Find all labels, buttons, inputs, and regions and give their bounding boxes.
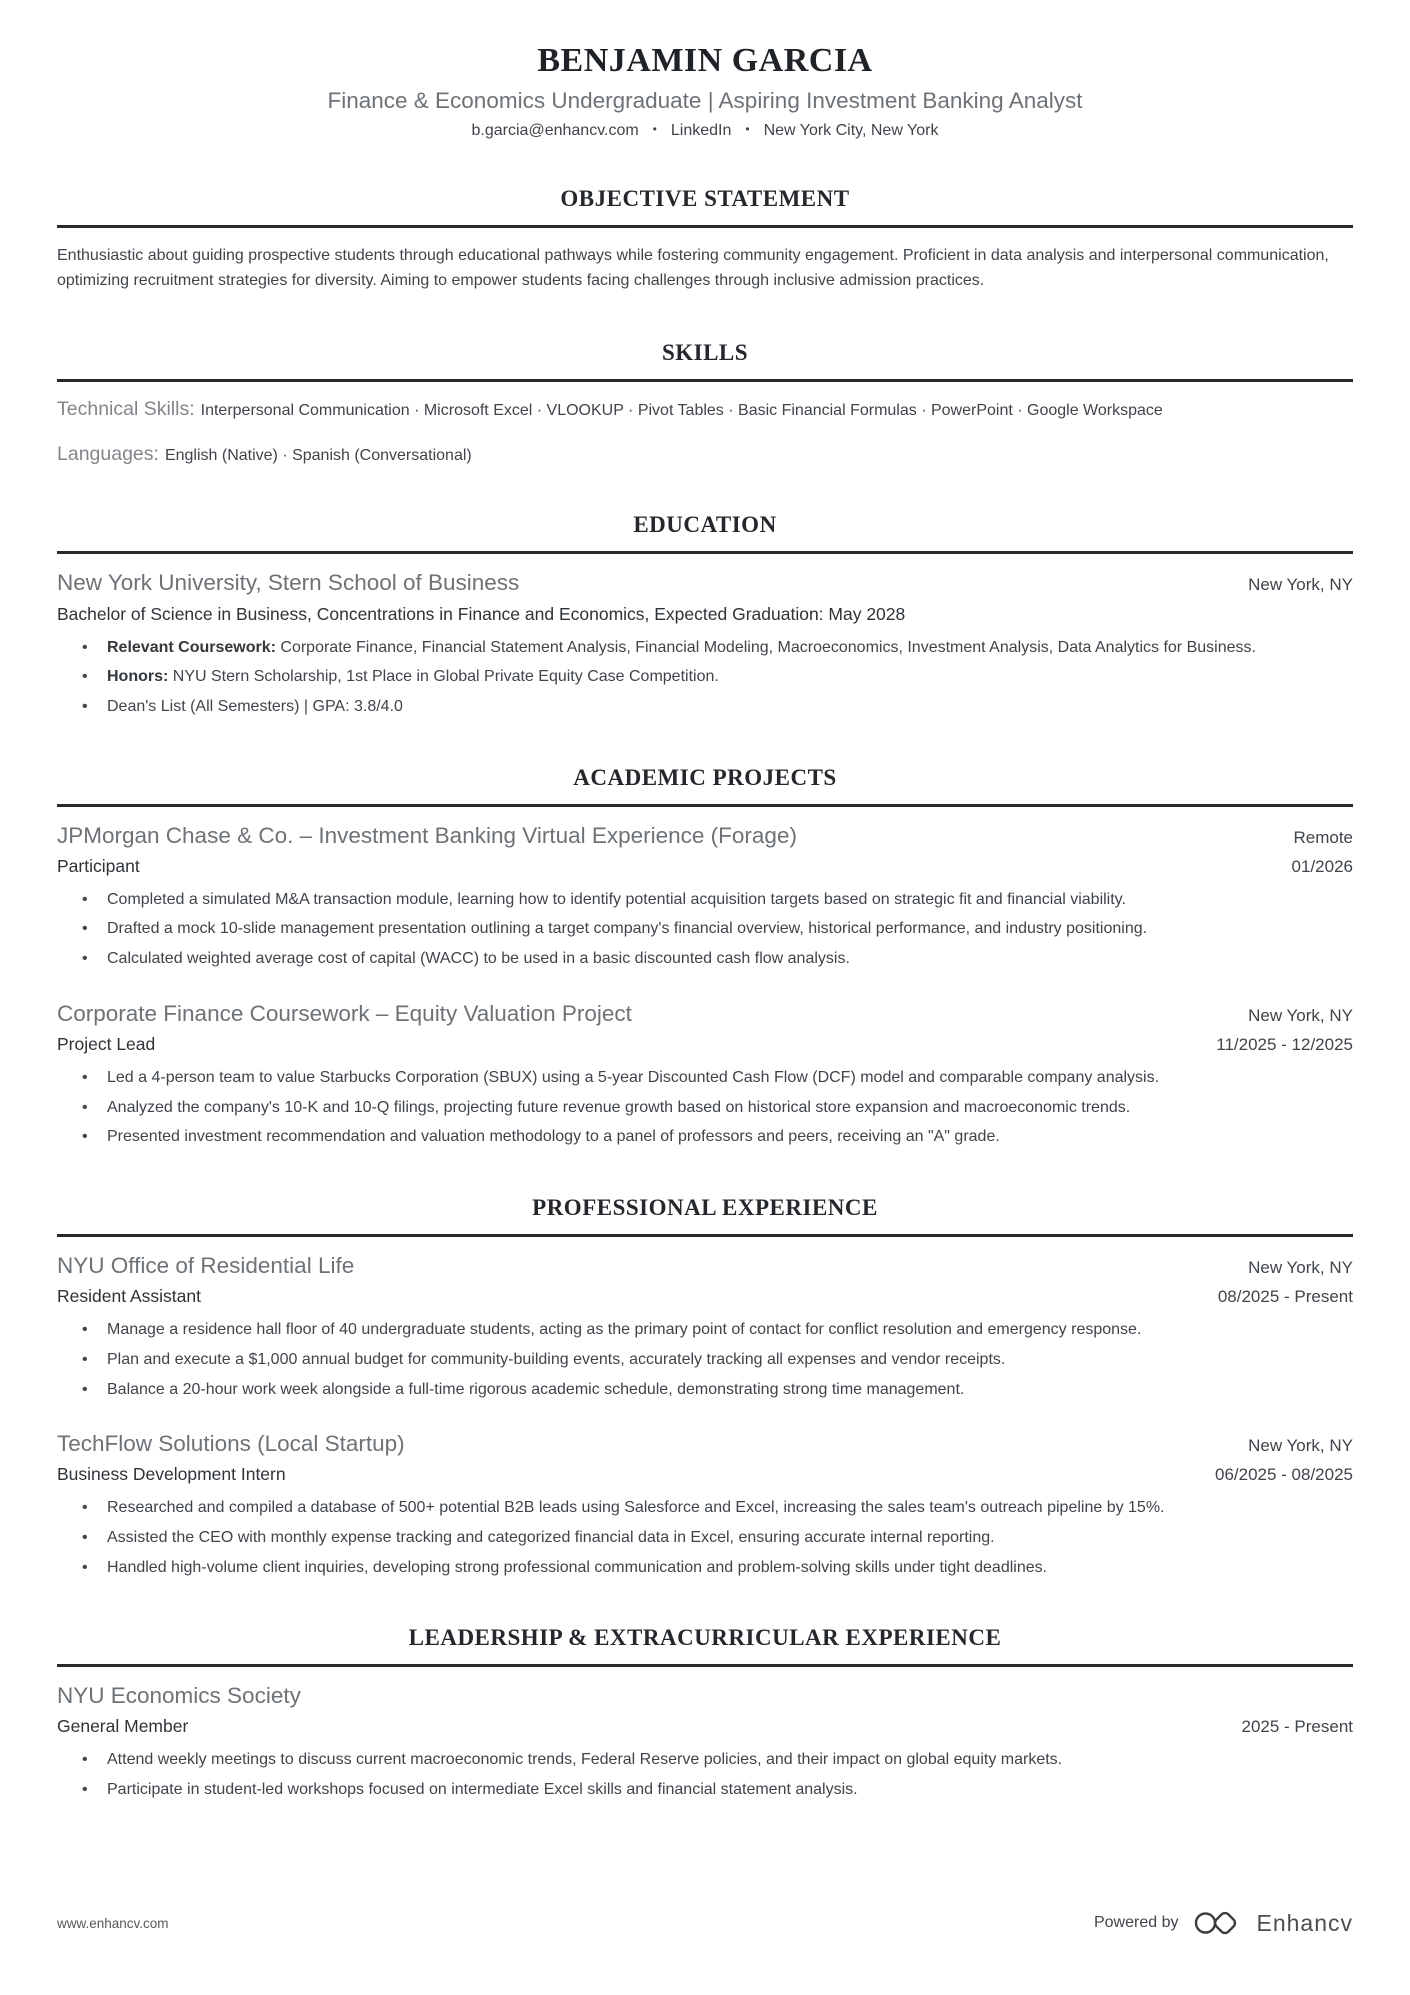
languages-value: English (Native) · Spanish (Conversational) — [164, 446, 472, 464]
languages-row — [57, 443, 1353, 466]
languages-label: Languages: — [57, 442, 159, 465]
project-dates: 01/2026 — [1291, 856, 1353, 876]
leadership-title-row — [57, 1683, 1353, 1709]
experience-role-row — [57, 1286, 1353, 1307]
skills-heading: SKILLS — [57, 340, 1353, 382]
experience-title-row — [57, 1431, 1353, 1457]
project-bullet: • Presented investment recommendation and valuation methodology to a panel of professors and peers, receiving an "A" grade. — [107, 1126, 1353, 1149]
experience-bullet-list — [57, 1319, 1353, 1401]
contact-line — [57, 122, 1353, 140]
project-location: New York, NY — [1248, 1005, 1353, 1025]
technical-skills-label: Technical Skills: — [57, 397, 195, 420]
section-academic-projects — [57, 765, 1353, 1149]
experience-bullet: • Manage a residence hall floor of 40 undergraduate students, acting as the primary point of contact for conflict resolution and emergency response. — [107, 1319, 1353, 1342]
project-role: Participant — [57, 855, 140, 876]
contact-separator-icon: • — [745, 122, 750, 136]
education-title-row — [57, 570, 1353, 596]
project-entry — [57, 823, 1353, 971]
project-bullet-list — [57, 889, 1353, 971]
leadership-bullet-list — [57, 1749, 1353, 1801]
education-entry — [57, 570, 1353, 719]
project-bullet: • Analyzed the company's 10-K and 10-Q filings, projecting future revenue growth based on historical store expansion and macroeconomic trends. — [107, 1097, 1353, 1120]
project-bullet-list — [57, 1067, 1353, 1149]
experience-role-row — [57, 1464, 1353, 1485]
school-location: New York, NY — [1248, 574, 1353, 594]
company-location: New York, NY — [1248, 1436, 1353, 1456]
project-dates: 11/2025 - 12/2025 — [1216, 1034, 1353, 1054]
school-name: New York University, Stern School of Business — [57, 569, 520, 595]
page-footer — [57, 1907, 1353, 1939]
experience-bullet-list — [57, 1497, 1353, 1579]
job-dates: 08/2025 - Present — [1217, 1287, 1353, 1307]
bullet-text: Dean's List (All Semesters) | GPA: 3.8/4.0 — [107, 698, 403, 716]
contact-location: New York City, New York — [763, 122, 939, 139]
bullet-bold-label: Honors: — [107, 668, 169, 686]
project-role-row — [57, 1034, 1353, 1055]
experience-bullet: • Balance a 20-hour work week alongside a full-time rigorous academic schedule, demonstrating strong time management. — [107, 1379, 1353, 1402]
objective-text: Enthusiastic about guiding prospective students through educational pathways while fostering community engagement. Proficient in data analysis and interpersonal communication, optimizing recruitment strategies for diversity. Aiming to empower students facing challenges through inclusive admission practices. — [57, 247, 1329, 289]
objective-heading: OBJECTIVE STATEMENT — [57, 186, 1353, 228]
experience-entry — [57, 1431, 1353, 1579]
experience-bullet: • Handled high-volume client inquiries, developing strong professional communication and problem-solving skills under tight deadlines. — [107, 1557, 1353, 1580]
bullet-text: Corporate Finance, Financial Statement Analysis, Financial Modeling, Macroeconomics, Investment Analysis, Data Analytics for Business. — [275, 638, 1256, 656]
contact-separator-icon: • — [652, 122, 657, 136]
education-bullet-list — [57, 637, 1353, 719]
company-name: TechFlow Solutions (Local Startup) — [57, 1431, 405, 1457]
project-role-row — [57, 856, 1353, 877]
project-bullet: • Calculated weighted average cost of capital (WACC) to be used in a basic discounted cash flow analysis. — [107, 948, 1353, 971]
experience-heading: PROFESSIONAL EXPERIENCE — [57, 1195, 1353, 1237]
education-heading: EDUCATION — [57, 512, 1353, 554]
leadership-entry — [57, 1683, 1353, 1801]
leadership-role-row — [57, 1716, 1353, 1737]
experience-bullet: • Plan and execute a $1,000 annual budget for community-building events, accurately tracking all expenses and vendor receipts. — [107, 1349, 1353, 1372]
section-skills — [57, 340, 1353, 466]
job-title: Resident Assistant — [57, 1286, 201, 1307]
experience-entry — [57, 1253, 1353, 1401]
project-title-row — [57, 823, 1353, 849]
section-leadership — [57, 1625, 1353, 1801]
experience-title-row — [57, 1253, 1353, 1279]
leadership-bullet: • Attend weekly meetings to discuss current macroeconomic trends, Federal Reserve policies, and their impact on global equity markets. — [107, 1749, 1353, 1772]
enhancv-wordmark: Enhancv — [1256, 1909, 1353, 1936]
project-location: Remote — [1293, 827, 1353, 847]
technical-skills-row — [57, 398, 1353, 421]
project-bullet: • Led a 4-person team to value Starbucks Corporation (SBUX) using a 5-year Discounted Cash Flow (DCF) model and comparable company analysis. — [107, 1067, 1353, 1090]
project-title-row — [57, 1001, 1353, 1027]
candidate-title: Finance & Economics Undergraduate | Aspiring Investment Banking Analyst — [327, 88, 1083, 113]
candidate-name: BENJAMIN GARCIA — [537, 42, 873, 79]
organization-name: NYU Economics Society — [57, 1683, 301, 1709]
project-role: Project Lead — [57, 1033, 156, 1054]
project-title: Corporate Finance Coursework – Equity Valuation Project — [57, 1000, 632, 1026]
section-education — [57, 512, 1353, 719]
experience-bullet: • Assisted the CEO with monthly expense tracking and categorized financial data in Excel, ensuring accurate internal reporting. — [107, 1527, 1353, 1550]
experience-bullet: • Researched and compiled a database of 500+ potential B2B leads using Salesforce and Excel, increasing the sales team's outreach pipeline by 15%. — [107, 1497, 1353, 1520]
project-entry — [57, 1001, 1353, 1149]
powered-by-block[interactable] — [1094, 1907, 1353, 1939]
bullet-text: NYU Stern Scholarship, 1st Place in Global Private Equity Case Competition. — [168, 668, 719, 686]
education-bullet — [107, 637, 1353, 660]
section-experience — [57, 1195, 1353, 1579]
bullet-bold-label: Relevant Coursework: — [107, 638, 276, 656]
footer-website-link[interactable]: www.enhancv.com — [57, 1915, 169, 1931]
company-location: New York, NY — [1248, 1258, 1353, 1278]
education-bullet — [107, 666, 1353, 689]
degree-line: Bachelor of Science in Business, Concentrations in Finance and Economics, Expected Graduation: May 2028 — [57, 603, 906, 624]
project-bullet: • Completed a simulated M&A transaction module, learning how to identify potential acquisition targets based on strategic fit and financial viability. — [107, 889, 1353, 912]
resume-header — [57, 42, 1353, 140]
project-title: JPMorgan Chase & Co. – Investment Banking Virtual Experience (Forage) — [57, 822, 797, 848]
education-bullet — [107, 696, 1353, 719]
section-objective — [57, 186, 1353, 294]
leadership-bullet: • Participate in student-led workshops focused on intermediate Excel skills and financial statement analysis. — [107, 1779, 1353, 1802]
contact-email[interactable]: b.garcia@enhancv.com — [471, 122, 639, 139]
project-bullet: • Drafted a mock 10-slide management presentation outlining a target company's financial overview, historical performance, and industry positioning. — [107, 918, 1353, 941]
job-title: Business Development Intern — [57, 1464, 286, 1485]
powered-by-label: Powered by — [1093, 1914, 1179, 1931]
technical-skills-value: Interpersonal Communication · Microsoft Excel · VLOOKUP · Pivot Tables · Basic Financial Formulas · PowerPoint · Google Workspace — [200, 401, 1163, 419]
job-dates: 06/2025 - 08/2025 — [1214, 1465, 1353, 1485]
enhancv-logo-icon — [1192, 1907, 1242, 1939]
member-role: General Member — [57, 1716, 189, 1737]
academic-projects-heading: ACADEMIC PROJECTS — [57, 765, 1353, 807]
leadership-heading: LEADERSHIP & EXTRACURRICULAR EXPERIENCE — [57, 1625, 1353, 1667]
member-dates: 2025 - Present — [1241, 1717, 1353, 1737]
contact-linkedin-link[interactable]: LinkedIn — [670, 122, 732, 139]
company-name: NYU Office of Residential Life — [57, 1253, 355, 1279]
